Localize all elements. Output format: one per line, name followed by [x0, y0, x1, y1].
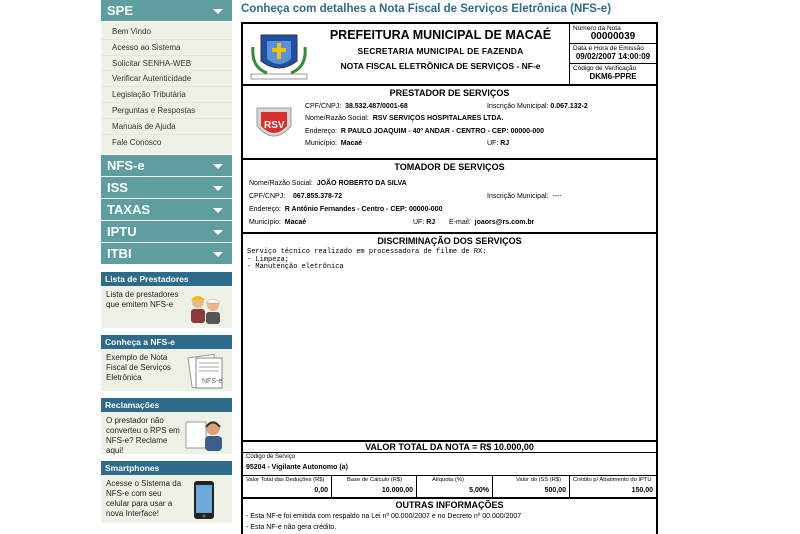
- box-conheca-nfse[interactable]: [101, 335, 232, 391]
- submenu-fale-conosco[interactable]: Fale Conosco: [112, 137, 162, 147]
- tomador-title: TOMADOR DE SERVIÇOS: [394, 162, 505, 172]
- support-agent-icon: [182, 416, 228, 452]
- menu-iss[interactable]: [101, 177, 232, 199]
- nota-header: [243, 24, 656, 86]
- menu-spe[interactable]: [101, 0, 232, 22]
- valor-base-calculo: [332, 476, 417, 497]
- prestador-cpf: 38.532.487/0001-68: [345, 103, 408, 110]
- chevron-down-icon: [213, 230, 223, 235]
- menu-nfse-label: NFS-e: [107, 158, 145, 174]
- tomador-cpf: 067.855.378-72: [292, 193, 342, 200]
- secretaria-name: SECRETARIA MUNICIPAL DE FAZENDA: [357, 46, 524, 56]
- codigo-verificacao: DKM6-PPRE: [589, 72, 637, 81]
- tomador-cpf-label: CPF/CNPJ:: [249, 193, 286, 200]
- coat-of-arms-icon: [247, 27, 311, 83]
- menu-spe-label: SPE: [107, 3, 134, 18]
- prestador-uf-label: UF:: [487, 140, 499, 147]
- svg-text:RSV: RSV: [264, 120, 285, 131]
- menu-iss-label: ISS: [107, 180, 128, 196]
- prestador-cpf-label: CPF/CNPJ:: [305, 103, 342, 110]
- box-text: O prestador não converteu o RPS em NFS-e? Reclame aqui!: [106, 416, 180, 456]
- outras-line: - Esta NF-e foi emitida com respaldo na Lei nº 00.000/2007 e no Decreto nº 00.000/2007: [246, 513, 522, 520]
- valor-iss: [493, 476, 570, 497]
- codigo-servico-label: Código de Serviço: [246, 454, 296, 460]
- prestador-title: PRESTADOR DE SERVIÇOS: [389, 88, 510, 98]
- chevron-down-icon: [213, 186, 223, 191]
- workers-icon: [182, 290, 228, 326]
- valores-row: [243, 476, 656, 499]
- submenu-verificar-autenticidade[interactable]: Verificar Autenticidade: [101, 71, 232, 87]
- valor-total: VALOR TOTAL DA NOTA = R$ 10.000,00: [243, 442, 656, 453]
- valor-value: 10.000,00: [381, 487, 413, 494]
- svg-text:NFS-e: NFS-e: [202, 378, 223, 386]
- chevron-down-icon: [213, 208, 223, 213]
- numero-label: Número da Nota: [573, 25, 621, 32]
- nota-meta: [569, 24, 656, 84]
- codigo-servico-value: 95204 - Vigilante Autonomo (a): [246, 464, 348, 471]
- valor-label: Valor do ISS (R$): [516, 477, 561, 483]
- tomador-municipio: Macaé: [284, 219, 307, 226]
- valor-deducoes: [243, 476, 332, 497]
- smartphone-icon: [182, 479, 228, 523]
- box-title: Lista de Prestadores: [101, 272, 232, 286]
- menu-itbi[interactable]: [101, 243, 232, 265]
- submenu-legislacao[interactable]: Legislação Tributária: [101, 87, 232, 103]
- prestador-inscricao-label: Inscrição Municipal:: [487, 103, 549, 110]
- submenu-bem-vindo[interactable]: Bem Vindo: [101, 24, 232, 40]
- valor-value: 150,00: [631, 487, 653, 494]
- tomador-email: joaors@rs.com.br: [474, 219, 535, 226]
- box-smartphones[interactable]: [101, 461, 232, 523]
- prefeitura-name: PREFEITURA MUNICIPAL DE MACAÉ: [329, 28, 552, 42]
- menu-taxas-label: TAXAS: [107, 202, 151, 218]
- tomador-section: [243, 162, 656, 234]
- data-label: Data e Hora de Emissão: [573, 45, 644, 52]
- numero-nota: 00000039: [590, 31, 636, 42]
- box-text: Lista de prestadores que emitem NFS-e: [106, 290, 179, 310]
- tomador-uf-label: UF:: [413, 219, 425, 226]
- tomador-endereco-label: Endereço:: [249, 206, 281, 213]
- codigo-label: Código de Verificação: [573, 65, 637, 72]
- valor-label: Valor Total das Deduções (R$): [246, 477, 325, 483]
- valor-label: Alíquota (%): [432, 477, 464, 483]
- sidebar: [101, 0, 232, 534]
- prestador-endereco-label: Endereço:: [305, 128, 337, 135]
- prestador-nome: RSV SERVIÇOS HOSPITALARES LTDA.: [372, 115, 504, 122]
- prestador-section: [243, 88, 656, 160]
- valor-label: Base de Cálculo (R$): [347, 477, 403, 483]
- tomador-nome-label: Nome/Razão Social:: [249, 180, 313, 187]
- box-title: Smartphones: [101, 461, 232, 475]
- prestador-inscricao: 0.067.132-2: [550, 103, 588, 110]
- prestador-endereco: R PAULO JOAQUIM - 40º ANDAR - CENTRO - CEP: 00000-000: [340, 128, 545, 135]
- box-title: Reclamações: [101, 398, 232, 412]
- codigo-servico: [243, 453, 656, 476]
- outras-line: - Esta NF-e não gera crédito.: [246, 524, 337, 531]
- document-icon: [182, 353, 228, 389]
- outras-title: OUTRAS INFORMAÇÕES: [395, 500, 504, 510]
- tomador-email-label: E-mail:: [449, 219, 471, 226]
- valor-value: 500,00: [544, 487, 566, 494]
- tomador-endereco: R Antônio Fernandes - Centro - CEP: 00000-000: [284, 206, 443, 213]
- valor-value: 0,00: [314, 487, 328, 494]
- submenu-perguntas[interactable]: Perguntas e Respostas: [101, 103, 232, 119]
- prestador-nome-label: Nome/Razão Social:: [305, 115, 369, 122]
- menu-iptu[interactable]: [101, 221, 232, 243]
- menu-nfse[interactable]: [101, 155, 232, 177]
- page-title: Conheça com detalhes a Nota Fiscal de Serviços Eletrônica (NFS-e): [241, 3, 612, 15]
- tomador-nome: JOÃO ROBERTO DA SILVA: [316, 180, 407, 187]
- tomador-inscricao: ----: [552, 193, 562, 200]
- spe-submenu: [101, 22, 232, 155]
- valor-value: 5,00%: [469, 487, 489, 494]
- submenu-solicitar-senha[interactable]: Solicitar SENHA-WEB: [101, 56, 232, 72]
- box-reclamacoes[interactable]: [101, 398, 232, 454]
- valor-label: Crédito p/ Abatimento do IPTU: [573, 477, 652, 483]
- rsv-logo-icon: [253, 102, 295, 148]
- box-text: Acesse o Sistema da NFS-e com seu celular para usar a nova Interface!: [106, 479, 182, 519]
- chevron-down-icon: [213, 252, 223, 257]
- discriminacao-text: Serviço técnico realizado em processadora de filme de RX: - Limpeza; - Manutenção eletrônica: [247, 248, 487, 271]
- valor-credito-iptu: [570, 476, 656, 497]
- menu-itbi-label: ITBI: [107, 246, 132, 262]
- outras-informacoes: [243, 500, 656, 533]
- discriminacao-section: [243, 236, 656, 442]
- nota-fiscal: [241, 22, 658, 534]
- submenu-acesso-sistema[interactable]: Acesso ao Sistema: [101, 40, 232, 56]
- box-text: Exemplo de Nota Fiscal de Serviços Eletrônica: [106, 353, 171, 383]
- tomador-uf: RJ: [426, 219, 436, 226]
- box-title: Conheça a NFS-e: [101, 335, 232, 349]
- tomador-municipio-label: Município:: [249, 219, 281, 226]
- prestador-municipio-label: Município:: [305, 140, 337, 147]
- chevron-down-icon: [213, 164, 223, 169]
- discriminacao-title: DISCRIMINAÇÃO DOS SERVIÇOS: [377, 236, 522, 246]
- data-emissao: 09/02/2007 14:00:09: [575, 52, 651, 61]
- prestador-municipio: Macaé: [340, 140, 363, 147]
- box-lista-prestadores[interactable]: [101, 272, 232, 328]
- menu-taxas[interactable]: [101, 199, 232, 221]
- chevron-down-icon: [213, 9, 223, 14]
- tomador-inscricao-label: Inscrição Municipal:: [487, 193, 549, 200]
- prestador-uf: RJ: [500, 140, 510, 147]
- nota-title: NOTA FISCAL ELETRÔNICA DE SERVIÇOS - NF-e: [340, 61, 541, 71]
- menu-iptu-label: IPTU: [107, 224, 137, 240]
- submenu-manuais[interactable]: Manuais de Ajuda: [101, 119, 232, 135]
- valor-aliquota: [417, 476, 493, 497]
